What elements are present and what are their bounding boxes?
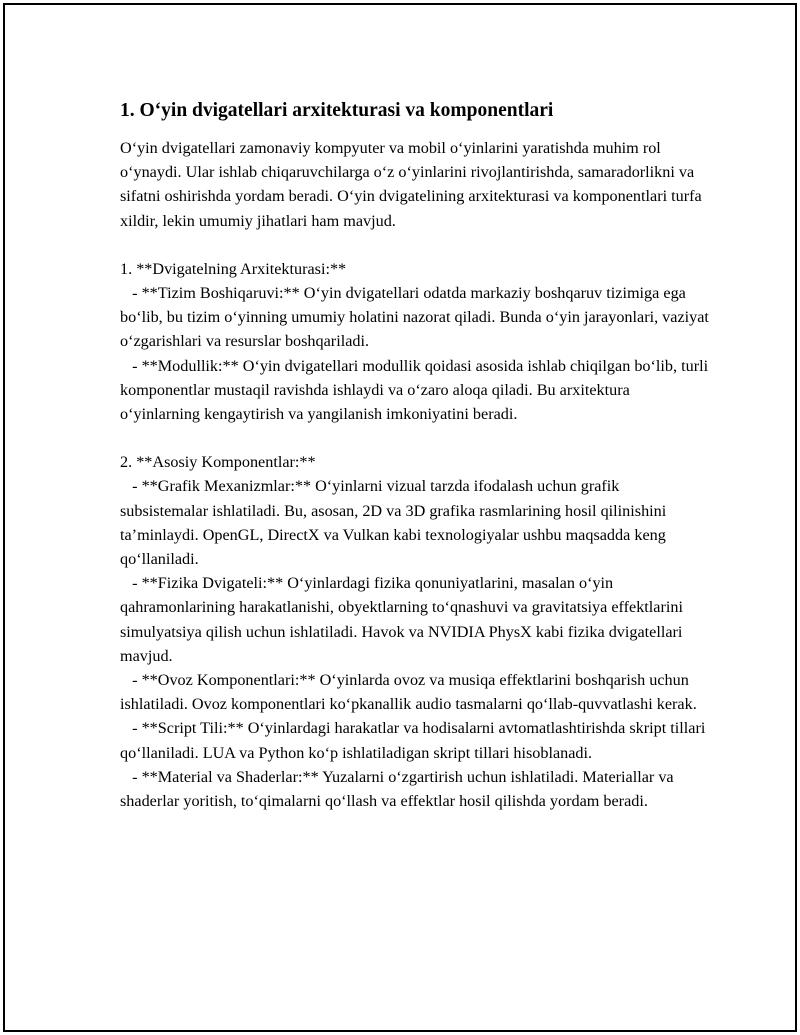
paragraph-gap bbox=[120, 426, 710, 450]
document-title: 1. O‘yin dvigatellari arxitekturasi va komponentlari bbox=[120, 100, 554, 121]
section-heading-architecture: 1. **Dvigatelning Arxitekturasi:** bbox=[120, 259, 347, 278]
paragraph-gap bbox=[120, 233, 710, 257]
page-frame bbox=[3, 3, 797, 1032]
section-heading-components: 2. **Asosiy Komponentlar:** bbox=[120, 453, 316, 472]
list-item-materials-shaders: - **Material va Shaderlar:** Yuzalarni o‘zgartirish uchun ishlatiladi. Materiallar va shaderlar yoritish, to‘qimalarni qo‘llash va effektlar hosil qilishda yordam beradi. bbox=[120, 767, 678, 811]
list-item-modularity: - **Modullik:** O‘yin dvigatellari modullik qoidasi asosida ishlab chiqilgan bo‘lib, turli komponentlar mustaqil ravishda ishlaydi va o‘zaro aloqa qiladi. Bu arxitektura o‘yinlarning kengaytirish va yangilanish imkoniyatini beradi. bbox=[120, 356, 713, 424]
list-item-audio: - **Ovoz Komponentlari:** O‘yinlarda ovoz va musiqa effektlarini boshqarish uchun ishlatiladi. Ovoz komponentlari ko‘pkanallik audio tasmalarni qo‘llab-quvvatlashi kerak. bbox=[120, 671, 697, 714]
list-item-graphics: - **Grafik Mexanizmlar:** O‘yinlarni vizual tarzda ifodalash uchun grafik subsistemalar ishlatiladi. Bu, asosan, 2D va 3D grafika rasmlarining hosil qilinishini ta’minlaydi. OpenGL, DirectX va Vulkan kabi texnologiyalar ushbu maqsadda keng qo‘llaniladi. bbox=[120, 477, 671, 569]
intro-paragraph: O‘yin dvigatellari zamonaviy kompyuter va mobil o‘yinlarini yaratishda muhim rol o‘ynaydi. Ular ishlab chiqaruvchilarga o‘z o‘yinlarini rivojlantirishda, samaradorlikni va sifatni oshirishda yordam beradi. O‘yin dvigatelining arxitekturasi va komponentlari turfa xildir, lekin umumiy jihatlari ham mavjud. bbox=[120, 139, 706, 230]
list-item-scripting: - **Script Tili:** O‘yinlardagi harakatlar va hodisalarni avtomatlashtirishda skript tillari qo‘llaniladi. LUA va Python ko‘p ishlatiladigan skript tillari hisoblanadi. bbox=[120, 719, 710, 762]
list-item-physics: - **Fizika Dvigateli:** O‘yinlardagi fizika qonuniyatlarini, masalan o‘yin qahramonlarining harakatlanishi, obyektlarning to‘qnashuvi va gravitatsiya effektlarini simulyatsiya qilish uchun ishlatiladi. Havok va NVIDIA PhysX kabi fizika dvigatellari mavjud. bbox=[120, 574, 687, 665]
list-item-system-control: - **Tizim Boshiqaruvi:** O‘yin dvigatellari odatda markaziy boshqaruv tizimiga ega bo‘lib, bu tizim o‘yinning umumiy holatini nazorat qiladi. Bunda o‘yin jarayonlari, vaziyat o‘zgarishlari va resurslar boshqariladi. bbox=[120, 284, 713, 351]
document-body bbox=[120, 98, 713, 813]
